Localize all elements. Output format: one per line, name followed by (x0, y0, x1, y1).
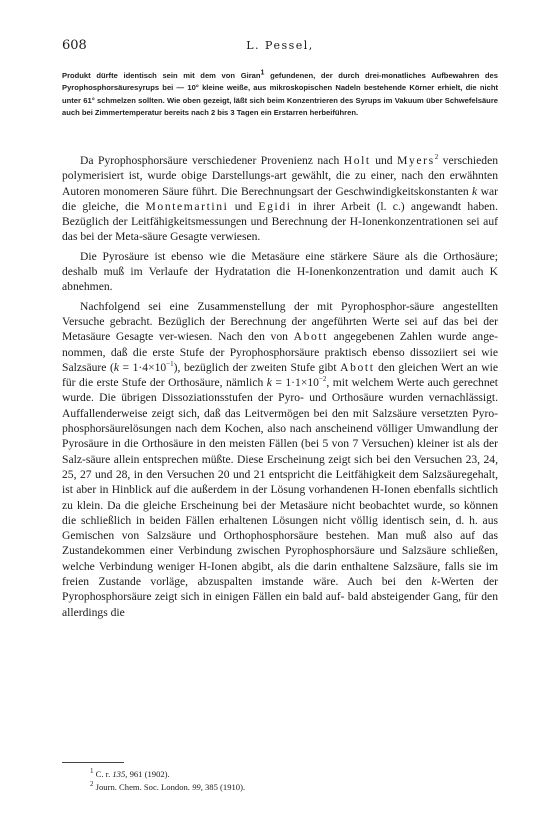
paragraph-1 (62, 153, 498, 245)
text-run: = 1·1×10 (271, 376, 319, 390)
text-run: war die gleiche, die (62, 184, 498, 213)
small-text-part: Produkt dürfte identisch sein mit dem von Giran (62, 71, 261, 80)
text-run: und (370, 154, 398, 167)
exponent: −1 (166, 360, 174, 368)
body-text (62, 153, 498, 624)
text-run: Da Pyrophosphorsäure verschiedener Provenienz nach (80, 154, 344, 167)
text-run: = 1·4×10 (118, 360, 167, 374)
symbol-k: k (431, 575, 437, 589)
small-text-part: gefundenen, der durch drei-monatliches Aufbewahren des Pyrophosphorsäuresyrups bei — 10° kleine weiße, aus mikroskopischen Nadeln bestehende Körner erhielt, die nicht unter 61° schmelzen sollten. Wie oben gezeigt, läßt sich beim Konzentrieren des Syrups im Vakuum über Schwefelsäure auch bei Zimmertemperatur bereits nach 2 bis 3 Tagen ein Erstarren herbeiführen. (62, 71, 498, 117)
author-name: Egidi (258, 199, 292, 213)
exponent: −2 (318, 375, 327, 384)
author-name: Myers (397, 154, 435, 167)
page-number: 608 (62, 38, 87, 53)
footnote-text: 385 (1910). (202, 782, 246, 792)
symbol-k: k (266, 376, 272, 390)
footnote-text: 961 (1902). (127, 769, 170, 779)
footnote-text: C. r. (93, 769, 113, 779)
author-name: Abott (293, 330, 329, 344)
author-name: Holt (343, 154, 371, 167)
author-name: Montemartini (145, 199, 229, 213)
text-run: angegebenen Zahlen wurde ange-nommen, daß die erste Stufe der Pyrophosphorsäure praktisch ebenso dissoziiert sei wie Salzsäure ( (62, 330, 498, 374)
paragraph-2: Die Pyrosäure ist ebenso wie die Metasäure eine stärkere Säure als die Orthosäure; deshalb muß im Verlaufe der Hydratation die H-Ionenkonzentration und damit auch K abnehmen. (62, 249, 498, 294)
text-run: verschieden polymerisiert ist, wurde obige Darstellungs-art gewählt, die zu einer, nach den erwähnten Autoren monomeren Säure führt. Die Berechnungsart der Geschwindigkeitskonstanten (62, 154, 499, 198)
page-header (62, 38, 498, 56)
text-run: -Werten der Pyrophosphorsäure zeigt sich in einigen Fällen ein bald auf- bald absteigender Gang, für den allerdings die (62, 575, 498, 619)
footnote-text: Journ. Chem. Soc. London. (93, 782, 193, 792)
text-run: den gleichen Wert an wie für die erste Stufe der Orthosäure, nämlich (62, 360, 498, 390)
footnote-divider (62, 762, 124, 763)
footnote-volume: 99, (192, 782, 203, 792)
text-run: in ihrer Arbeit (l. c.) angewandt haben. Bezüglich der Leitfähigkeitsmessungen und Berechnung der H-Ionenkonzentrationen sei auf das bei der Meta-säure Gesagte verwiesen. (62, 199, 499, 244)
text-run: und (228, 199, 259, 213)
text-run: , mit welchem Werte auch gerechnet wurde. Die übrigen Dissoziationsstufen der Pyro- und Orthosäure wurden vernachlässigt. Auffallenderweise zeigt sich, daß das Leitvermögen bei den mit Salzsäure versetzten Pyro-phosphorsäurelösungen nach dem Kochen, also nach anscheinend völliger Umwandlung der Pyrosäure in die Orthosäure in den meisten Fällen (bei 5 von 7 Versuchen) kleiner ist als der Salz-säure allein entsprechen müßte. Diese Erscheinung zeigt sich bei den Versuchen 23, 24, 25, 27 und 28, in den Versuchen 20 und 21 entspricht die Leitfähigkeit dem Salzsäuregehalt, ist aber in Hinblick auf die außerdem in der Lösung vorhandenen H-Ionen ebenfalls sichtlich zu klein. Da die gleiche Erscheinung bei der Metasäure nicht beobachtet wurde, so können die schließlich in beiden Fällen erhaltenen Lösungen nicht völlig identisch sein, d. h. aus Gemischen von Salzsäure und Orthophosphorsäure bestehen. Man muß also auf das Zustandekommen einer Verbindung zwischen Pyrophosphorsäure und Salzsäure schließen, welche Verbindung weniger H-Ionen abgibt, als die darin enthaltene Salzsäure, falls sie im freien Zustande vorläge, abzuspalten imstande wäre. Auch bei den (62, 376, 498, 589)
text-run: ), bezüglich der zweiten Stufe gibt (173, 360, 341, 374)
footnote-ref: 1 (260, 69, 265, 77)
paragraph-3 (62, 299, 498, 620)
running-head: L. Pessel, (246, 39, 314, 52)
footnote-1 (62, 768, 498, 781)
text-run: Nachfolgend sei eine Zusammenstellung der mit Pyrophosphor-säure angestellten Versuche gebracht. Bezüglich der Berechnung der angeführten Werte sei auf das bei der Metasäure Gesagte ver-wiesen. Nach den von (62, 299, 498, 344)
footnotes (62, 768, 498, 794)
footnote-mark: 1 (90, 767, 94, 776)
footnote-2 (62, 781, 498, 794)
footnote-volume: 135, (112, 769, 128, 779)
footnote-mark: 2 (90, 780, 94, 789)
symbol-k: k (472, 184, 478, 198)
small-print-paragraph (62, 70, 498, 119)
symbol-k: k (113, 360, 119, 374)
footnote-ref: 2 (434, 153, 439, 162)
author-name: Abott (340, 360, 375, 374)
